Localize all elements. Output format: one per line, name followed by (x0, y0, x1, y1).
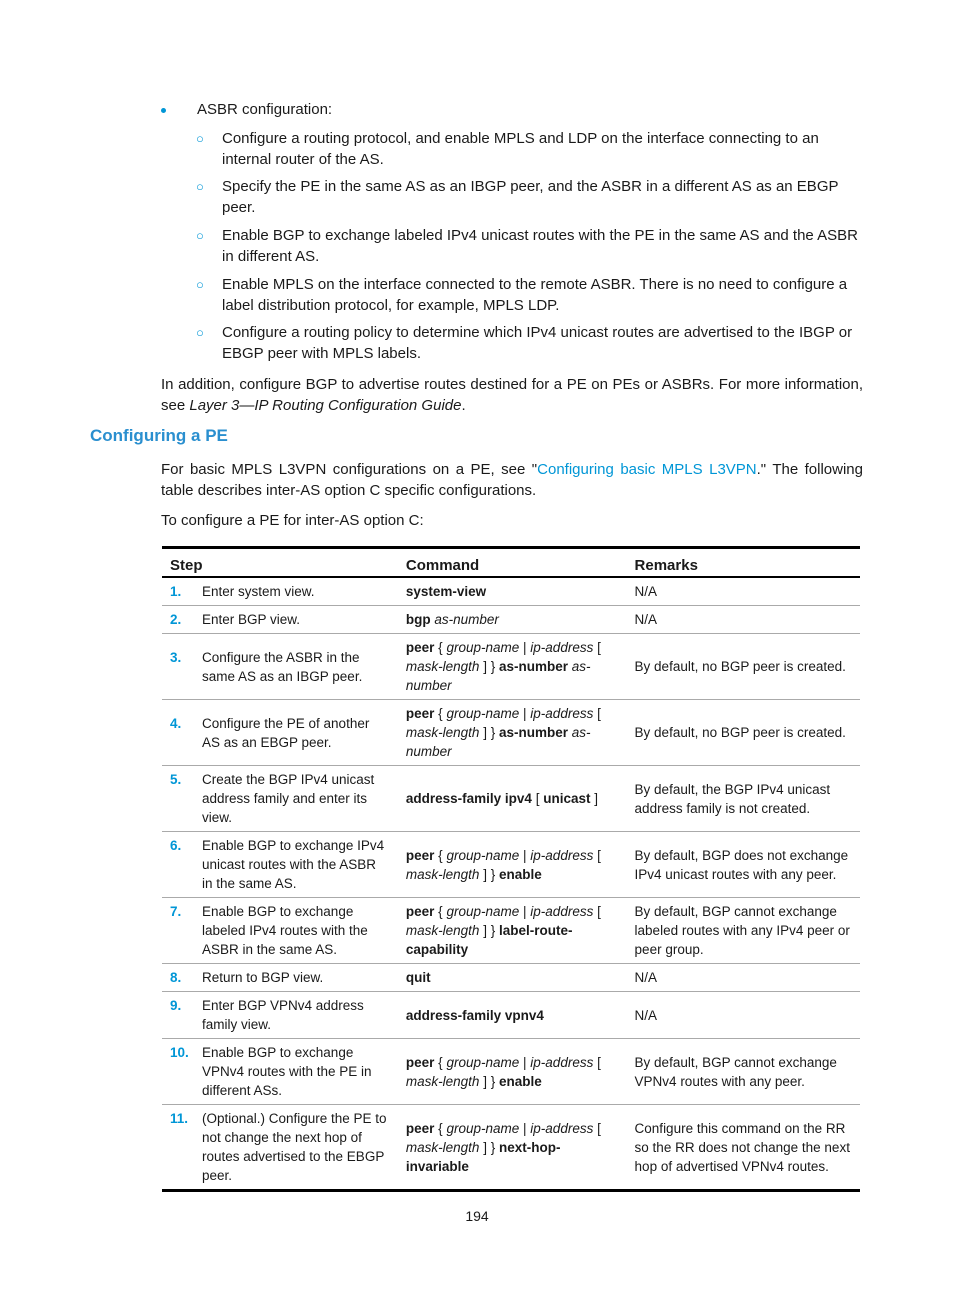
step-command (398, 1105, 627, 1191)
command-syntax: } (490, 725, 496, 740)
step-remarks: N/A (627, 992, 860, 1039)
command-syntax: } (490, 1073, 496, 1089)
header-step: Step (162, 548, 398, 578)
step-remarks: Configure this command on the RR so the RR does not change the next hop of advertised VPNv4 routes. (627, 1105, 860, 1191)
intro-paragraph (161, 459, 863, 501)
command-syntax: ] (483, 923, 487, 938)
command-syntax: [ (597, 1054, 601, 1070)
sub-list-text: Configure a routing policy to determine which IPv4 unicast routes are advertised to the IBGP or EBGP peer with MPLS labels. (222, 324, 853, 362)
table-header-row (162, 548, 860, 578)
table-row (162, 766, 860, 832)
command-argument: as-number (434, 612, 499, 627)
command-argument: group-name (446, 640, 520, 655)
command-argument: group-name (446, 1054, 520, 1070)
step-remarks: By default, BGP cannot exchange labeled routes with any IPv4 peer or peer group. (627, 898, 860, 964)
bullet-label: ASBR configuration: (197, 101, 333, 118)
command-argument: mask-length (405, 659, 480, 674)
step-remarks: N/A (627, 606, 860, 634)
basic-l3vpn-link[interactable]: Configuring basic MPLS L3VPN (537, 461, 757, 478)
table-row (162, 634, 860, 700)
circle-bullet-icon: ○ (196, 325, 204, 340)
step-description: (Optional.) Configure the PE to not change the next hop of routes advertised to the EBGP peer. (194, 1105, 398, 1191)
sub-list-text: Specify the PE in the same AS as an IBGP peer, and the ASBR in a different AS as an EBGP peer. (222, 178, 839, 216)
step-number: 3. (162, 634, 194, 700)
table-row (162, 964, 860, 992)
step-number: 9. (162, 992, 194, 1039)
command-argument: ip-address (530, 847, 594, 863)
step-command (398, 964, 627, 992)
command-syntax: } (490, 1139, 496, 1155)
command-syntax: [ (597, 640, 601, 655)
command-argument: as-number (405, 659, 591, 693)
step-description: Enter BGP VPNv4 address family view. (194, 992, 398, 1039)
command-argument: mask-length (405, 1139, 480, 1155)
command-syntax: { (438, 1120, 443, 1136)
command-argument: mask-length (405, 725, 480, 740)
command-argument: group-name (446, 847, 520, 863)
step-command (398, 700, 627, 766)
step-description: Return to BGP view. (194, 964, 398, 992)
command-argument: ip-address (530, 904, 594, 919)
page-number: 194 (465, 1208, 489, 1224)
guide-reference: Layer 3—IP Routing Configuration Guide (189, 397, 462, 414)
step-command (398, 634, 627, 700)
command-syntax: ] (483, 866, 487, 882)
table-row (162, 1039, 860, 1105)
header-command: Command (398, 548, 627, 578)
command-keyword: peer (405, 706, 435, 721)
command-keyword: unicast (543, 791, 591, 806)
to-configure-text: To configure a PE for inter-AS option C: (161, 512, 424, 529)
command-keyword: system-view (405, 584, 487, 599)
command-syntax: } (490, 659, 496, 674)
command-argument: group-name (446, 1120, 520, 1136)
sub-list-text: Configure a routing protocol, and enable MPLS and LDP on the interface connecting to an internal router of the AS. (222, 130, 819, 168)
command-keyword: peer (405, 904, 435, 919)
step-description: Enter system view. (194, 577, 398, 606)
command-keyword: next-hop-invariable (405, 1139, 561, 1174)
step-number: 2. (162, 606, 194, 634)
command-argument: ip-address (530, 640, 594, 655)
command-keyword: address-family ipv4 (405, 791, 532, 806)
sub-list-text: Enable BGP to exchange labeled IPv4 unicast routes with the PE in the same AS and the ASBR in different AS. (222, 227, 858, 265)
header-remarks: Remarks (627, 548, 860, 578)
table-row (162, 606, 860, 634)
step-command (398, 606, 627, 634)
command-argument: as-number (405, 725, 591, 759)
command-syntax: { (438, 904, 443, 919)
step-number: 4. (162, 700, 194, 766)
step-remarks: By default, BGP does not exchange IPv4 unicast routes with any peer. (627, 832, 860, 898)
step-description: Enable BGP to exchange IPv4 unicast routes with the ASBR in the same AS. (194, 832, 398, 898)
step-description: Configure the ASBR in the same AS as an IBGP peer. (194, 634, 398, 700)
step-number: 10. (162, 1039, 194, 1105)
step-command (398, 577, 627, 606)
step-number: 5. (162, 766, 194, 832)
command-argument: mask-length (405, 866, 480, 882)
table-row (162, 700, 860, 766)
command-syntax: [ (597, 904, 601, 919)
command-syntax: { (438, 847, 443, 863)
command-syntax: { (438, 640, 443, 655)
command-syntax: { (438, 1054, 443, 1070)
step-remarks: N/A (627, 964, 860, 992)
command-keyword: enable (499, 1073, 542, 1089)
step-remarks: By default, BGP cannot exchange VPNv4 routes with any peer. (627, 1039, 860, 1105)
step-command (398, 1039, 627, 1105)
command-syntax: [ (597, 1120, 601, 1136)
step-remarks: By default, no BGP peer is created. (627, 634, 860, 700)
command-keyword: label-route-capability (405, 923, 573, 957)
step-remarks: N/A (627, 577, 860, 606)
step-number: 11. (162, 1105, 194, 1191)
command-syntax: ] (594, 791, 599, 806)
command-keyword: peer (405, 847, 435, 863)
command-keyword: peer (405, 640, 435, 655)
table-row (162, 577, 860, 606)
command-syntax: | (523, 706, 527, 721)
table-row (162, 1105, 860, 1191)
command-keyword: address-family vpnv4 (405, 1007, 544, 1023)
command-argument: group-name (446, 904, 520, 919)
step-remarks: By default, the BGP IPv4 unicast address family is not created. (627, 766, 860, 832)
command-syntax: [ (597, 706, 601, 721)
step-number: 8. (162, 964, 194, 992)
configuration-table (162, 546, 860, 1192)
command-argument: mask-length (405, 923, 480, 938)
command-syntax: | (523, 847, 527, 863)
command-syntax: | (523, 904, 527, 919)
addition-paragraph (161, 374, 863, 416)
command-keyword: bgp (405, 612, 431, 627)
step-remarks: By default, no BGP peer is created. (627, 700, 860, 766)
table-row (162, 898, 860, 964)
command-syntax: ] (483, 1073, 487, 1089)
command-keyword: as-number (499, 725, 569, 740)
section-heading: Configuring a PE (90, 426, 228, 445)
step-number: 7. (162, 898, 194, 964)
circle-bullet-icon: ○ (196, 131, 204, 146)
step-command (398, 992, 627, 1039)
step-number: 6. (162, 832, 194, 898)
command-argument: ip-address (530, 706, 594, 721)
command-keyword: quit (405, 970, 431, 985)
step-description: Configure the PE of another AS as an EBGP peer. (194, 700, 398, 766)
command-syntax: } (490, 923, 496, 938)
addition-text: In addition, configure BGP to advertise routes destined for a PE on PEs or ASBRs. For more information, see (161, 376, 863, 414)
circle-bullet-icon: ○ (196, 179, 204, 194)
step-command (398, 832, 627, 898)
command-syntax: [ (597, 847, 601, 863)
sub-list-text: Enable MPLS on the interface connected to the remote ASBR. There is no need to configure a label distribution protocol, for example, MPLS LDP. (222, 276, 848, 314)
command-syntax: { (438, 706, 443, 721)
step-command (398, 766, 627, 832)
command-keyword: as-number (499, 659, 569, 674)
step-description: Enter BGP view. (194, 606, 398, 634)
command-keyword: enable (499, 866, 542, 882)
command-argument: group-name (446, 706, 520, 721)
step-number: 1. (162, 577, 194, 606)
command-syntax: | (523, 640, 527, 655)
command-syntax: | (523, 1054, 527, 1070)
command-argument: ip-address (530, 1054, 594, 1070)
circle-bullet-icon: ○ (196, 277, 204, 292)
command-syntax: ] (483, 659, 487, 674)
intro-text: For basic MPLS L3VPN configurations on a PE, see " (161, 461, 538, 478)
step-description: Enable BGP to exchange labeled IPv4 routes with the ASBR in the same AS. (194, 898, 398, 964)
step-command (398, 898, 627, 964)
bullet-dot-icon (161, 108, 166, 113)
table-row (162, 992, 860, 1039)
command-keyword: peer (405, 1120, 435, 1136)
command-syntax: ] (483, 725, 487, 740)
command-argument: mask-length (405, 1073, 480, 1089)
command-syntax: | (523, 1120, 527, 1136)
circle-bullet-icon: ○ (196, 228, 204, 243)
step-description: Create the BGP IPv4 unicast address family and enter its view. (194, 766, 398, 832)
command-syntax: [ (535, 791, 540, 806)
command-keyword: peer (405, 1054, 435, 1070)
table-row (162, 832, 860, 898)
command-syntax: } (490, 866, 496, 882)
intro-text-after: ." The following table describes inter-AS option C specific configurations. (161, 461, 863, 499)
command-argument: ip-address (530, 1120, 594, 1136)
addition-end: . (461, 397, 466, 414)
command-syntax: ] (483, 1139, 487, 1155)
step-description: Enable BGP to exchange VPNv4 routes with the PE in different ASs. (194, 1039, 398, 1105)
